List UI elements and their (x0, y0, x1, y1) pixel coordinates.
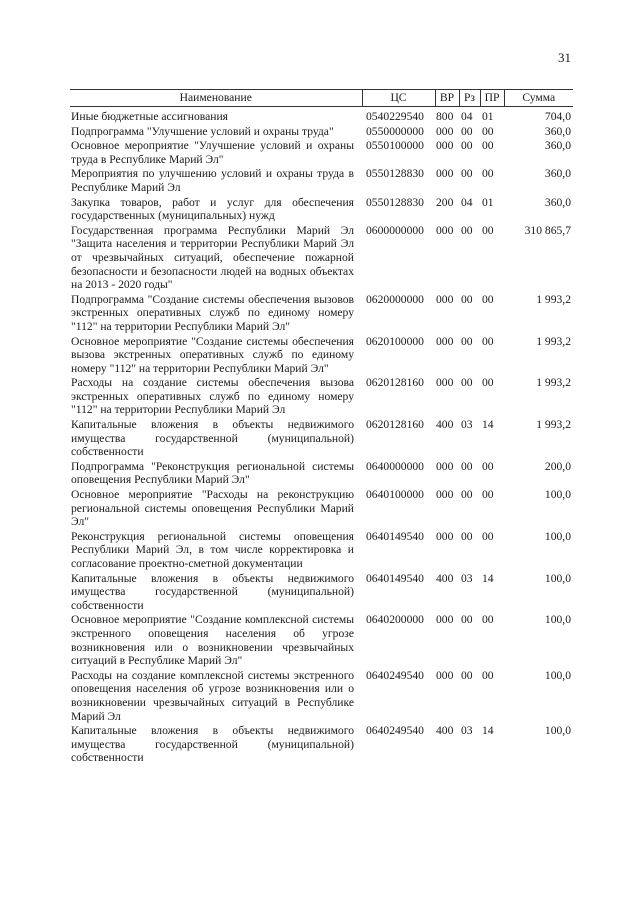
row-pr-code: 01 (482, 110, 494, 123)
row-cs-code: 0550128830 (366, 195, 424, 209)
row-pr-code: 00 (482, 223, 494, 237)
row-pr-code: 00 (482, 613, 494, 627)
row-sum: 100,0 (544, 529, 571, 543)
row-cs-code: 0640000000 (366, 459, 424, 473)
row-vr-code: 000 (436, 488, 454, 502)
row-rz-code: 00 (461, 488, 473, 502)
row-sum: 1 993,2 (536, 334, 571, 348)
table-row (70, 335, 573, 377)
row-vr-code: 000 (436, 167, 454, 181)
row-pr-code: 00 (482, 376, 494, 390)
table-row (70, 196, 573, 224)
table-row (70, 724, 573, 766)
table-row (70, 376, 573, 418)
row-vr-code: 000 (436, 529, 454, 543)
row-cs-code: 0620128160 (366, 376, 424, 390)
row-cs-code: 0620100000 (366, 334, 424, 348)
row-name: Подпрограмма "Создание системы обеспечения вызовов экстренных оперативных служб по единому номеру "112" на территории Республики Марий Эл" (71, 292, 354, 333)
row-rz-code: 00 (461, 613, 473, 627)
row-name: Основное мероприятие "Создание комплексной системы экстренного оповещения населения об угрозе возникновения или о возникновении чрезвычайных ситуаций в Республике Марий Эл" (71, 613, 354, 668)
row-cs-code: 0640149540 (366, 571, 424, 585)
row-rz-code: 00 (461, 459, 473, 473)
row-name: Подпрограмма "Реконструкция региональной системы оповещения Республики Марий Эл" (71, 459, 354, 487)
row-sum: 360,0 (544, 167, 571, 181)
row-pr-code: 00 (482, 529, 494, 543)
row-name: Основное мероприятие "Улучшение условий и охраны труда в Республике Марий Эл" (71, 139, 354, 166)
row-sum: 310 865,7 (524, 223, 571, 237)
table-row (70, 125, 573, 140)
row-name: Капитальные вложения в объекты недвижимого имущества государственной (муниципальной) собственности (71, 724, 354, 765)
row-vr-code: 000 (436, 459, 454, 473)
table-body (70, 107, 573, 766)
table-row (70, 572, 573, 614)
row-name: Расходы на создание системы обеспечения вызова экстренных оперативных служб по единому номеру "112" на территории Республики Марий Эл (71, 376, 354, 417)
row-cs-code: 0600000000 (366, 223, 424, 237)
row-rz-code: 04 (461, 195, 473, 209)
row-sum: 1 993,2 (536, 376, 571, 390)
row-cs-code: 0640200000 (366, 613, 424, 627)
row-rz-code: 03 (461, 571, 473, 585)
row-rz-code: 00 (461, 223, 473, 237)
header-rz: Рз (459, 90, 480, 107)
table-row (70, 293, 573, 335)
table-row (70, 418, 573, 460)
row-vr-code: 000 (436, 376, 454, 390)
row-pr-code: 00 (482, 334, 494, 348)
row-sum: 360,0 (544, 139, 571, 153)
row-rz-code: 03 (461, 724, 473, 738)
table-row (70, 669, 573, 724)
row-vr-code: 000 (436, 613, 454, 627)
row-name: Подпрограмма "Улучшение условий и охраны труда" (71, 124, 334, 138)
row-sum: 360,0 (544, 124, 571, 138)
row-name: Основное мероприятие "Расходы на реконструкцию региональной системы оповещения Республики Марий Эл" (71, 488, 354, 529)
row-vr-code: 000 (436, 124, 454, 138)
row-pr-code: 00 (482, 459, 494, 473)
row-vr-code: 400 (436, 724, 454, 738)
row-sum: 704,0 (544, 110, 571, 123)
row-sum: 100,0 (544, 571, 571, 585)
row-cs-code: 0550128830 (366, 167, 424, 181)
row-name: Реконструкция региональной системы оповещения Республики Марий Эл, в том числе корректировка и согласование проектно-сметной документации (71, 529, 354, 570)
row-vr-code: 000 (436, 139, 454, 153)
row-cs-code: 0620000000 (366, 292, 424, 306)
row-rz-code: 00 (461, 334, 473, 348)
row-vr-code: 000 (436, 292, 454, 306)
row-rz-code: 00 (461, 124, 473, 138)
row-rz-code: 00 (461, 292, 473, 306)
row-rz-code: 00 (461, 139, 473, 153)
row-cs-code: 0640149540 (366, 529, 424, 543)
row-name: Закупка товаров, работ и услуг для обеспечения государственных (муниципальных) нужд (71, 195, 354, 223)
table-row (70, 224, 573, 293)
row-pr-code: 00 (482, 488, 494, 502)
table-row (70, 460, 573, 488)
header-vr: ВР (435, 90, 459, 107)
row-vr-code: 400 (436, 571, 454, 585)
row-pr-code: 00 (482, 124, 494, 138)
row-pr-code: 00 (482, 139, 494, 153)
row-pr-code: 00 (482, 668, 494, 682)
row-name: Мероприятия по улучшению условий и охраны труда в Республике Марий Эл (71, 167, 354, 194)
row-cs-code: 0640100000 (366, 488, 424, 502)
row-sum: 1 993,2 (536, 418, 571, 432)
row-name: Капитальные вложения в объекты недвижимого имущества государственной (муниципальной) собственности (71, 418, 354, 459)
row-name: Расходы на создание комплексной системы экстренного оповещения населения об угрозе возникновения или о возникновении чрезвычайных ситуаций в Республике Марий Эл (71, 668, 354, 723)
row-cs-code: 0640249540 (366, 724, 424, 738)
row-cs-code: 0550000000 (366, 124, 424, 138)
row-pr-code: 01 (482, 195, 494, 209)
table-header (70, 90, 573, 107)
row-sum: 1 993,2 (536, 292, 571, 306)
row-cs-code: 0550100000 (366, 139, 424, 153)
table-row (70, 488, 573, 530)
row-name: Иные бюджетные ассигнования (71, 110, 228, 123)
table-row (70, 167, 573, 195)
row-vr-code: 400 (436, 418, 454, 432)
table-row (70, 139, 573, 167)
row-name: Государственная программа Республики Марий Эл "Защита населения и территории Республики Марий Эл от чрезвычайных ситуаций, обеспечение пожарной безопасности и безопасности людей на водных объектах на 2013 - 2020 годы" (71, 223, 354, 292)
table-row (70, 613, 573, 668)
table-row (70, 107, 573, 125)
row-vr-code: 000 (436, 334, 454, 348)
row-rz-code: 00 (461, 376, 473, 390)
row-vr-code: 000 (436, 668, 454, 682)
header-sum: Сумма (504, 90, 573, 107)
row-pr-code: 14 (482, 571, 494, 585)
row-cs-code: 0540229540 (366, 110, 424, 123)
row-pr-code: 00 (482, 167, 494, 181)
row-pr-code: 14 (482, 724, 494, 738)
row-name: Основное мероприятие "Создание системы обеспечения вызова экстренных оперативных служб по единому номеру "112" на территории Республики Марий Эл" (71, 334, 354, 375)
row-sum: 100,0 (544, 488, 571, 502)
row-pr-code: 00 (482, 292, 494, 306)
page-number: 31 (558, 50, 571, 65)
row-pr-code: 14 (482, 418, 494, 432)
row-rz-code: 00 (461, 668, 473, 682)
row-sum: 100,0 (544, 668, 571, 682)
row-sum: 100,0 (544, 613, 571, 627)
row-vr-code: 000 (436, 223, 454, 237)
row-rz-code: 00 (461, 529, 473, 543)
row-sum: 200,0 (544, 459, 571, 473)
table-row (70, 530, 573, 572)
row-sum: 100,0 (544, 724, 571, 738)
row-cs-code: 0640249540 (366, 668, 424, 682)
row-vr-code: 200 (436, 195, 454, 209)
header-cs: ЦС (362, 90, 435, 107)
header-name: Наименование (70, 90, 362, 107)
row-vr-code: 800 (436, 110, 454, 123)
row-rz-code: 00 (461, 167, 473, 181)
header-pr: ПР (480, 90, 504, 107)
row-sum: 360,0 (544, 195, 571, 209)
budget-table (70, 89, 573, 766)
row-rz-code: 03 (461, 418, 473, 432)
row-rz-code: 04 (461, 110, 473, 123)
row-cs-code: 0620128160 (366, 418, 424, 432)
row-name: Капитальные вложения в объекты недвижимого имущества государственной (муниципальной) собственности (71, 571, 354, 612)
